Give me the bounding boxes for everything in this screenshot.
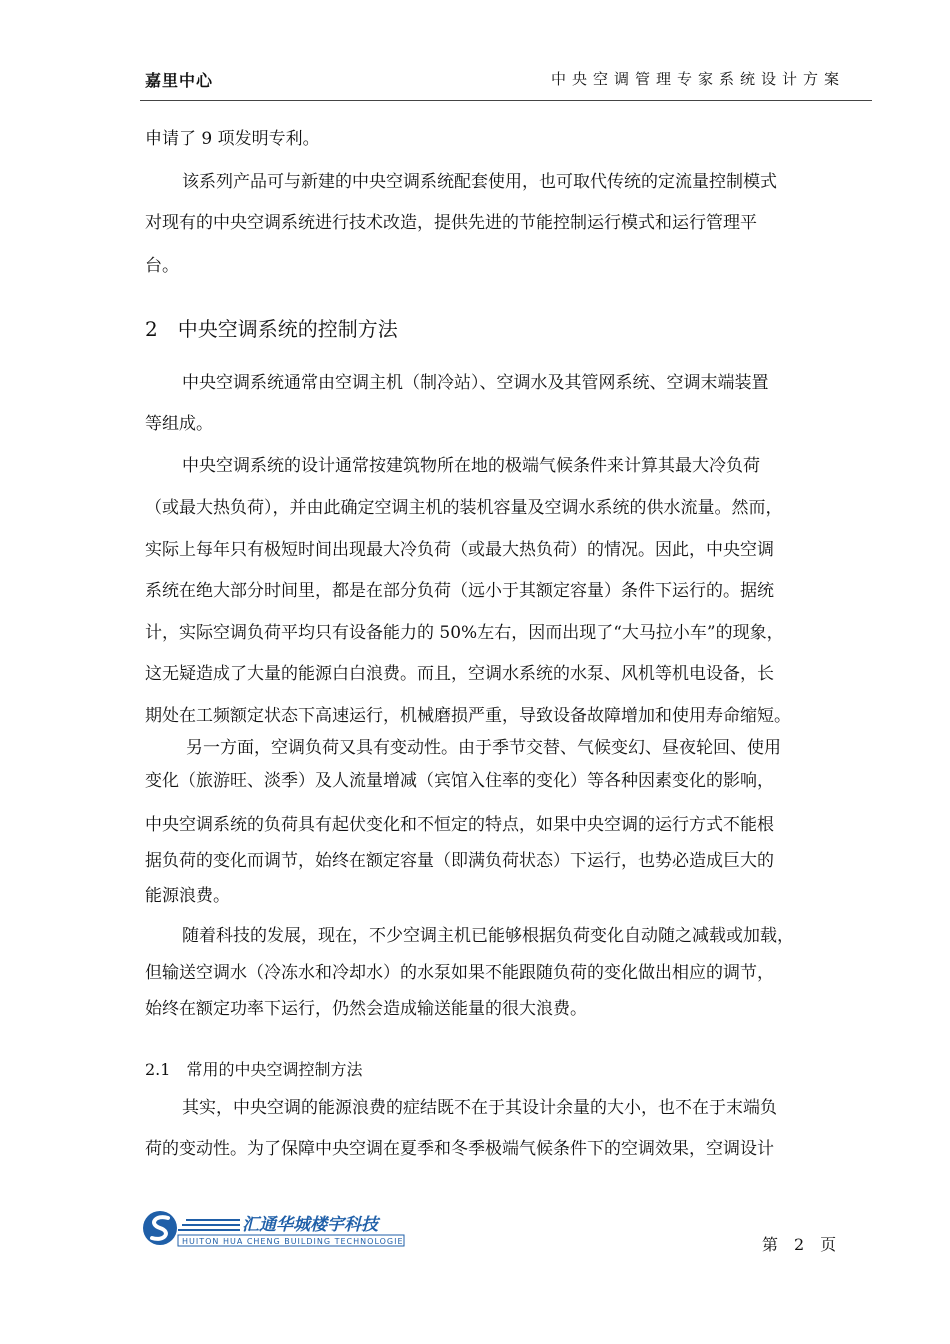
body-line: 中央空调系统通常由空调主机（制冷站）、空调水及其管网系统、空调末端装置 [182, 373, 769, 393]
body-line: 随着科技的发展，现在，不少空调主机已能够根据负荷变化自动随之减载或加载， [182, 926, 794, 946]
page-number: 第 2 页 [762, 1235, 837, 1254]
company-logo [142, 1208, 407, 1248]
body-line: 实际上每年只有极短时间出现最大冷负荷（或最大热负荷）的情况。因此，中央空调 [145, 540, 774, 560]
body-line: 系统在绝大部分时间里，都是在部分负荷（远小于其额定容量）条件下运行的。据统 [145, 581, 774, 601]
subsection-heading: 2.1 常用的中央空调控制方法 [145, 1060, 363, 1079]
body-line: 始终在额定功率下运行，仍然会造成输送能量的很大浪费。 [145, 999, 587, 1019]
body-line: 中央空调系统的负荷具有起伏变化和不恒定的特点，如果中央空调的运行方式不能根 [145, 815, 774, 835]
body-line: 其实，中央空调的能源浪费的症结既不在于其设计余量的大小，也不在于末端负 [182, 1098, 777, 1118]
body-line: 申请了 9 项发明专利。 [145, 129, 320, 149]
body-line: 计，实际空调负荷平均只有设备能力的 50%左右，因而出现了“大马拉小车”的现象， [145, 623, 784, 643]
body-line: 对现有的中央空调系统进行技术改造，提供先进的节能控制运行模式和运行管理平 [145, 213, 757, 233]
body-line: 据负荷的变化而调节，始终在额定容量（即满负荷状态）下运行，也势必造成巨大的 [145, 851, 774, 871]
body-line: 期处在工频额定状态下高速运行，机械磨损严重，导致设备故障增加和使用寿命缩短。 [145, 706, 791, 726]
logo-text-en: HUITON HUA CHENG BUILDING TECHNOLOGIE [182, 1237, 404, 1246]
body-line: 但输送空调水（冷冻水和冷却水）的水泵如果不能跟随负荷的变化做出相应的调节， [145, 963, 774, 983]
logo-text-cn: 汇通华城楼宇科技 [242, 1215, 378, 1235]
header-divider [140, 100, 872, 101]
body-line: 等组成。 [145, 414, 213, 434]
body-line: 台。 [145, 256, 179, 276]
body-line: 这无疑造成了大量的能源白白浪费。而且，空调水系统的水泵、风机等机电设备，长 [145, 664, 774, 684]
body-line: 能源浪费。 [145, 886, 230, 906]
body-line: 中央空调系统的设计通常按建筑物所在地的极端气候条件来计算其最大冷负荷 [182, 456, 760, 476]
body-line: 荷的变动性。为了保障中央空调在夏季和冬季极端气候条件下的空调效果，空调设计 [145, 1139, 774, 1159]
header-document-title: 中央空调管理专家系统设计方案 [550, 70, 845, 88]
section-heading: 2 中央空调系统的控制方法 [145, 317, 398, 341]
body-line: 另一方面，空调负荷又具有变动性。由于季节交替、气候变幻、昼夜轮回、使用 [186, 738, 781, 758]
body-line: 变化（旅游旺、淡季）及人流量增减（宾馆入住率的变化）等各种因素变化的影响， [145, 771, 774, 791]
body-line: 该系列产品可与新建的中央空调系统配套使用，也可取代传统的定流量控制模式 [182, 172, 777, 192]
header-company: 嘉里中心 [145, 71, 214, 90]
body-line: （或最大热负荷），并由此确定空调主机的装机容量及空调水系统的供水流量。然而， [145, 498, 783, 518]
